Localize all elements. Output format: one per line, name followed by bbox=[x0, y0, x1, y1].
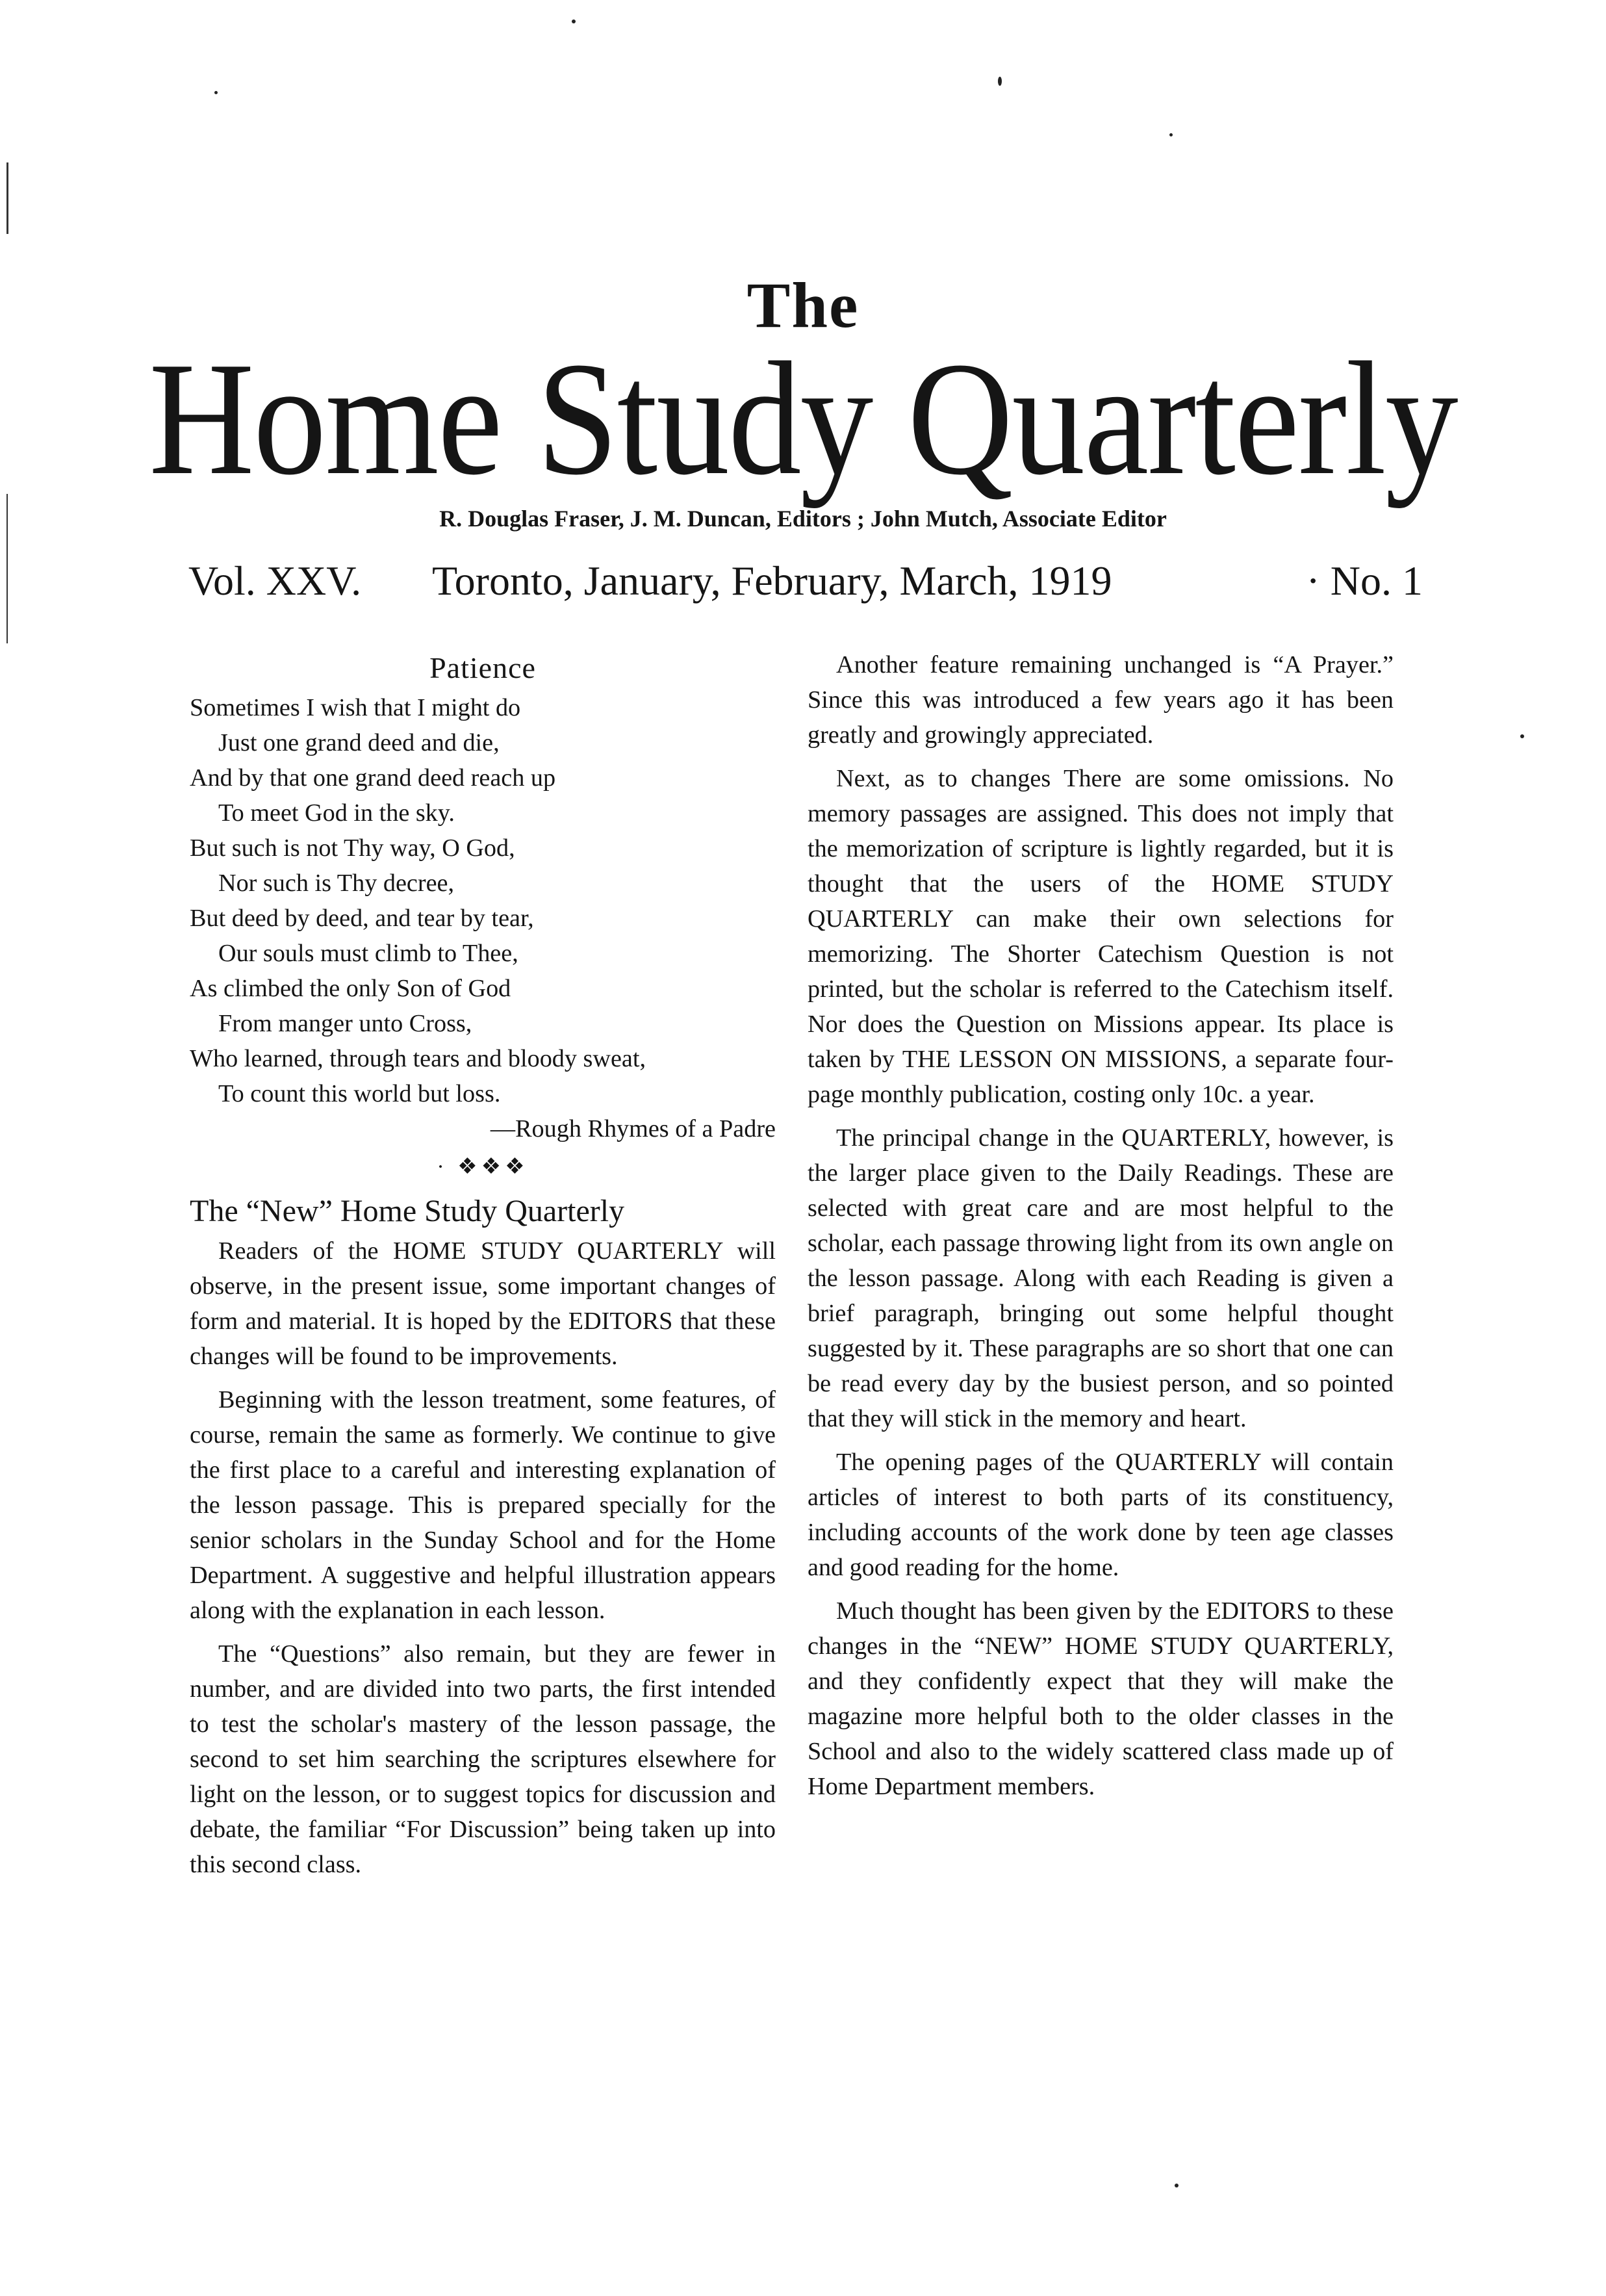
article-title: The “New” Home Study Quarterly bbox=[190, 1194, 625, 1228]
right-column bbox=[808, 647, 1394, 1812]
article-paragraph: The “Questions” also remain, but they are fewer in number, and are divided into two parts, the first intended to test the scholar's mastery of the lesson passage, the second to set him searching the scriptures elsewhere for light on the lesson, or to suggest topics for discussion and debate, the familiar “For Discussion” being taken up into this second class. bbox=[190, 1640, 776, 1878]
poem-line: Sometimes I wish that I might do bbox=[190, 694, 521, 721]
article-paragraph: Another feature remaining unchanged is “A Prayer.” Since this was introduced a few years ago it has been greatly and growingly appreciated. bbox=[808, 651, 1394, 749]
article-paragraph: Next, as to changes There are some omissions. No memory passages are assigned. This does not imply that the memorization of scripture is lightly regarded, but it is thought that the users of the HOME STUDY QUARTERLY can make their own selections for memorizing. The Shorter Catechism Question is not printed, but the scholar is referred to the Catechism itself. Nor does the Question on Missions appear. Its place is taken by THE LESSON ON MISSIONS, a separate four-page monthly publication, costing only 10c. a year. bbox=[808, 765, 1394, 1108]
issue-number: · No. 1 bbox=[1306, 558, 1423, 604]
volume-label: Vol. XXV. bbox=[188, 558, 362, 604]
masthead-title: Home Study Quarterly bbox=[149, 329, 1457, 509]
scan-speck bbox=[1169, 133, 1173, 136]
poem-line: As climbed the only Son of God bbox=[190, 975, 511, 1002]
poem-line: Our souls must climb to Thee, bbox=[218, 940, 518, 967]
article-paragraph: Beginning with the lesson treatment, some features, of course, remain the same as formerly. We continue to give the first place to a careful and interesting explanation of the lesson passage. This is prepared specially for the senior scholars in the Sunday School and for the Home Department. A suggestive and helpful illustration appears along with the explanation in each lesson. bbox=[190, 1386, 776, 1624]
poem-line: Nor such is Thy decree, bbox=[218, 870, 455, 897]
poem-title: Patience bbox=[429, 651, 536, 684]
poem-line: But deed by deed, and tear by tear, bbox=[190, 905, 534, 932]
scan-margin-line bbox=[6, 162, 8, 234]
article-paragraph: The principal change in the QUARTERLY, however, is the larger place given to the Daily Readings. These are selected with great care and are most helpful to the scholar, each passage throwing light from its own angle on the lesson passage. Along with each Reading is given a brief paragraph, bringing out some helpful thought suggested by it. These paragraphs are so short that one can be read every day by the busiest person, and so pointed that they will stick in the memory and heart. bbox=[808, 1124, 1394, 1432]
poem-line: To count this world but loss. bbox=[218, 1080, 501, 1107]
poem-line: Just one grand deed and die, bbox=[218, 729, 500, 756]
scan-speck bbox=[214, 91, 218, 94]
left-column bbox=[190, 647, 776, 1890]
article-paragraph: The opening pages of the QUARTERLY will contain articles of interest to both parts of its constituency, including accounts of the work done by teen age classes and good reading for the home. bbox=[808, 1449, 1394, 1581]
poem-line: But such is not Thy way, O God, bbox=[190, 834, 515, 862]
masthead-the: The bbox=[746, 269, 860, 341]
poem-line: Who learned, through tears and bloody sweat, bbox=[190, 1045, 646, 1072]
poem bbox=[190, 690, 776, 1146]
scan-speck bbox=[1175, 2184, 1179, 2187]
scan-speck bbox=[1520, 734, 1524, 738]
article-paragraph: Much thought has been given by the EDITORS to these changes in the “NEW” HOME STUDY QUARTERLY, and they confidently expect that they will make the magazine more helpful both to the older classes in the School and also to the widely scattered class made up of Home Department members. bbox=[808, 1597, 1394, 1800]
poem-line: To meet God in the sky. bbox=[218, 799, 455, 827]
editors-line: R. Douglas Fraser, J. M. Duncan, Editors ; John Mutch, Associate Editor bbox=[439, 506, 1167, 532]
poem-attribution: —Rough Rhymes of a Padre bbox=[490, 1115, 776, 1142]
poem-line: And by that one grand deed reach up bbox=[190, 764, 556, 792]
poem-line: From manger unto Cross, bbox=[218, 1010, 472, 1037]
article-paragraph: Readers of the HOME STUDY QUARTERLY will observe, in the present issue, some important changes of form and material. It is hoped by the EDITORS that these changes will be found to be improvements. bbox=[190, 1237, 776, 1370]
scan-speck bbox=[572, 19, 576, 23]
scan-speck bbox=[998, 77, 1002, 86]
issue-date: Toronto, January, February, March, 1919 bbox=[432, 558, 1112, 604]
section-ornament: · ❖❖❖ bbox=[437, 1155, 529, 1179]
